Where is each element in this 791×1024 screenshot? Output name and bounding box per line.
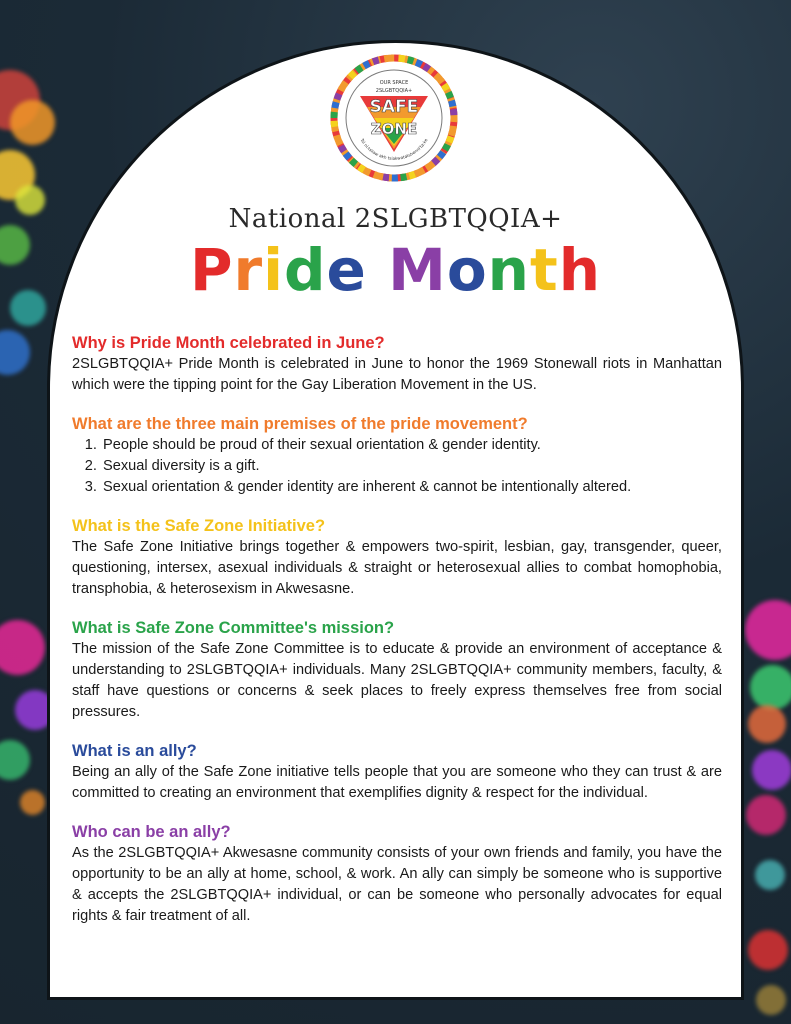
section-heading: Who can be an ally? — [72, 823, 231, 841]
svg-text:2SLGBTQQIA+: 2SLGBTQQIA+ — [375, 88, 413, 94]
section-premises — [72, 413, 722, 498]
title-letter: n — [487, 236, 530, 304]
bokeh-light — [750, 665, 791, 710]
section-heading: What is Safe Zone Committee's mission? — [72, 619, 395, 637]
section-why-june — [72, 332, 722, 396]
content-body — [72, 332, 722, 944]
premises-list — [72, 435, 722, 498]
section-heading: What is the Safe Zone Initiative? — [72, 517, 326, 535]
bokeh-light — [755, 860, 785, 890]
section-initiative — [72, 515, 722, 600]
section-body: Being an ally of the Safe Zone initiative tells people that you are someone who they can trust & are committed to creating an environment that exemplifies dignity & respect for the individual. — [72, 764, 722, 801]
section-body: The mission of the Safe Zone Committee is to educate & provide an environment of acceptance & understanding to 2SLGBTQQIA+ individuals. Many 2SLGBTQQIA+ community members, faculty, & staff have questions or concerns & seek places to freely express themselves free from social pressures. — [72, 641, 722, 720]
title-letter: h — [558, 236, 601, 304]
bokeh-light — [748, 705, 786, 743]
title-letter: i — [263, 236, 285, 304]
section-ally — [72, 740, 722, 804]
bokeh-light — [756, 985, 786, 1015]
title-letter: e — [326, 236, 367, 304]
svg-text:Tsi ní:tsiiaw akh tsiakwatatsh: Tsi ní:tsiiaw akh tsiakwatatshenni'ta:ke — [359, 137, 429, 161]
title-letter: r — [233, 236, 264, 304]
section-heading: What are the three main premises of the pride movement? — [72, 415, 528, 433]
title-letter: o — [446, 236, 488, 304]
safe-zone-logo — [324, 48, 464, 188]
list-item: 1. People should be proud of their sexual orientation & gender identity. — [101, 435, 722, 456]
section-heading: Why is Pride Month celebrated in June? — [72, 334, 385, 352]
list-item: 2. Sexual diversity is a gift. — [101, 456, 722, 477]
section-body: The Safe Zone Initiative brings together & empowers two-spirit, lesbian, gay, transgender, queer, questioning, intersex, asexual individuals & straight or heterosexual allies to combat homophobia, transphobia, & heterosexism in Akwesasne. — [72, 539, 722, 597]
bokeh-light — [746, 795, 786, 835]
section-who-ally — [72, 821, 722, 927]
title-letter: P — [190, 236, 234, 304]
bokeh-light — [752, 750, 791, 790]
bokeh-light — [10, 100, 55, 145]
section-body: As the 2SLGBTQQIA+ Akwesasne community consists of your own friends and family, you have the opportunity to be an ally at home, school, & work. An ally can simply be someone who is supportive & accepts the 2SLGBTQQIA+ individual, or can be someone who personally advocates for equal rights & fair treatment of all. — [72, 845, 722, 924]
list-item: 3. Sexual orientation & gender identity are inherent & cannot be intentionally altered. — [101, 477, 722, 498]
section-mission — [72, 617, 722, 723]
title-national: National 2SLGBTQQIA+ — [228, 204, 563, 234]
title-pride-month — [0, 236, 791, 304]
svg-text:ZONE: ZONE — [370, 120, 418, 138]
title-letter: t — [529, 236, 559, 304]
bokeh-light — [748, 930, 788, 970]
title-letter: d — [284, 236, 327, 304]
section-body: 2SLGBTQQIA+ Pride Month is celebrated in June to honor the 1969 Stonewall riots in Manhattan which were the tipping point for the Gay Liberation Movement in the US. — [72, 356, 722, 393]
bokeh-light — [20, 790, 45, 815]
title-letter: M — [388, 236, 447, 304]
svg-text:SAFE: SAFE — [369, 97, 419, 117]
section-heading: What is an ally? — [72, 742, 197, 760]
svg-text:OUR SPACE: OUR SPACE — [379, 80, 409, 86]
title-letter — [367, 236, 388, 304]
